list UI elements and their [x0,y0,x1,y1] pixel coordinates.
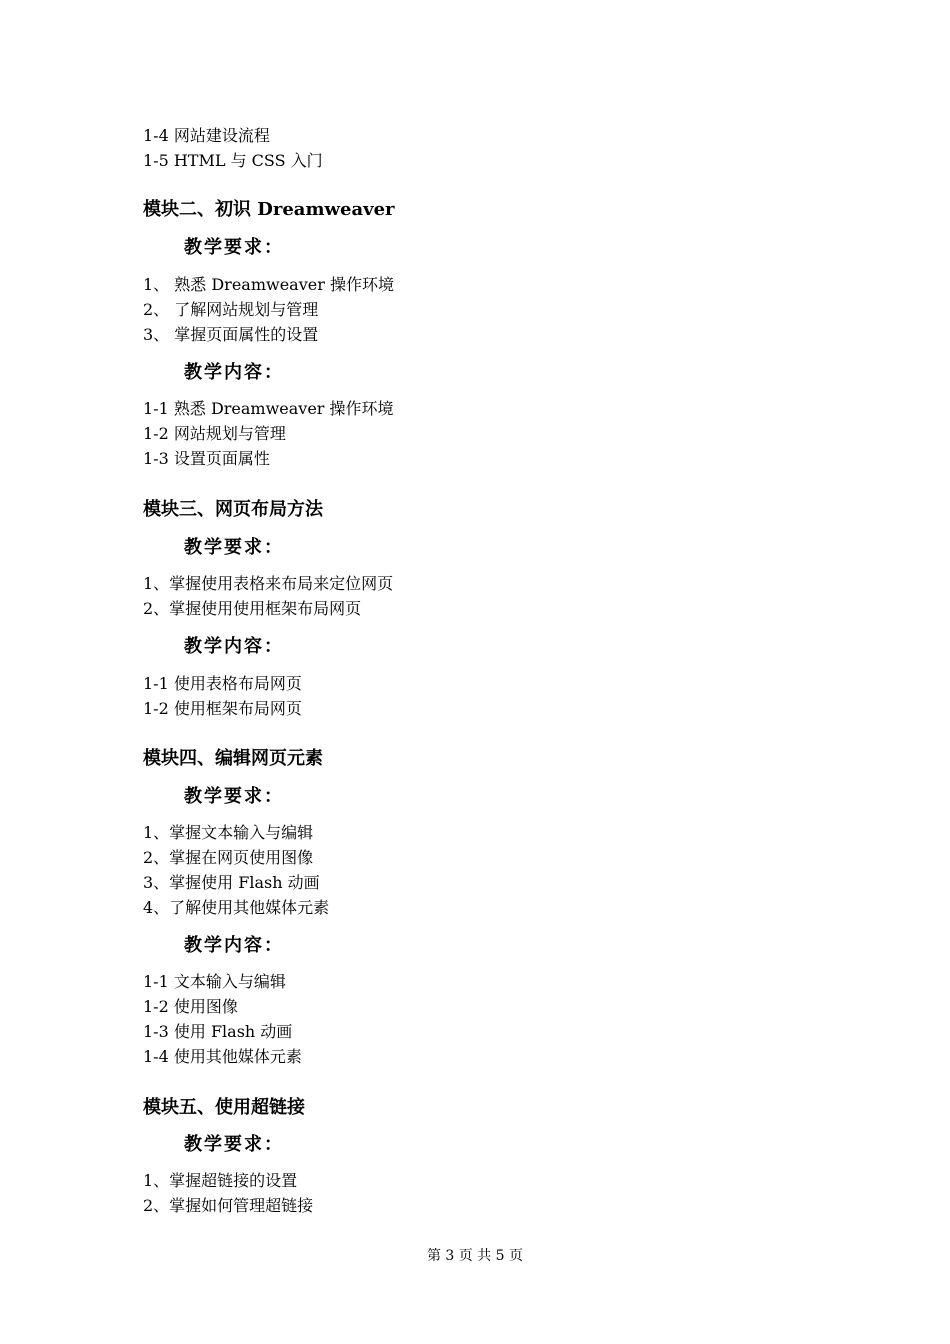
list-item: 2、掌握如何管理超链接 [143,1196,314,1215]
module-2-requirements-label: 教学要求： [184,237,284,258]
module-2-title: 模块二、初识 Dreamweaver [143,199,395,220]
list-item: 1-2 使用框架布局网页 [143,699,302,718]
page-number-footer: 第 3 页 共 5 页 [426,1248,524,1264]
list-item: 3、掌握使用 Flash 动画 [143,873,320,892]
list-item: 2、掌握在网页使用图像 [143,848,314,867]
list-item: 1-1 使用表格布局网页 [143,674,302,693]
list-item: 1-1 熟悉 Dreamweaver 操作环境 [143,399,394,418]
module-3-title: 模块三、网页布局方法 [143,499,323,520]
list-item: 2、 了解网站规划与管理 [143,300,319,319]
list-item: 1、掌握使用表格来布局来定位网页 [143,574,394,593]
module-3-content-label: 教学内容： [184,636,284,657]
module-3-requirements-label: 教学要求： [184,537,284,558]
list-item: 1-4 网站建设流程 [143,126,270,145]
list-item: 1-2 使用图像 [143,997,238,1016]
list-item: 1、 熟悉 Dreamweaver 操作环境 [143,275,394,294]
list-item: 1、掌握超链接的设置 [143,1171,298,1190]
list-item: 1-4 使用其他媒体元素 [143,1047,302,1066]
list-item: 1、掌握文本输入与编辑 [143,823,314,842]
module-5-title: 模块五、使用超链接 [143,1097,305,1118]
list-item: 1-5 HTML 与 CSS 入门 [143,151,323,170]
list-item: 4、了解使用其他媒体元素 [143,898,330,917]
list-item: 1-3 使用 Flash 动画 [143,1022,293,1041]
module-2-content-label: 教学内容： [184,362,284,383]
module-4-title: 模块四、编辑网页元素 [143,748,323,769]
list-item: 2、掌握使用使用框架布局网页 [143,599,362,618]
list-item: 1-2 网站规划与管理 [143,424,286,443]
module-4-content-label: 教学内容： [184,935,284,956]
list-item: 1-1 文本输入与编辑 [143,972,286,991]
module-5-requirements-label: 教学要求： [184,1134,284,1155]
module-4-requirements-label: 教学要求： [184,786,284,807]
list-item: 1-3 设置页面属性 [143,449,270,468]
list-item: 3、 掌握页面属性的设置 [143,325,319,344]
